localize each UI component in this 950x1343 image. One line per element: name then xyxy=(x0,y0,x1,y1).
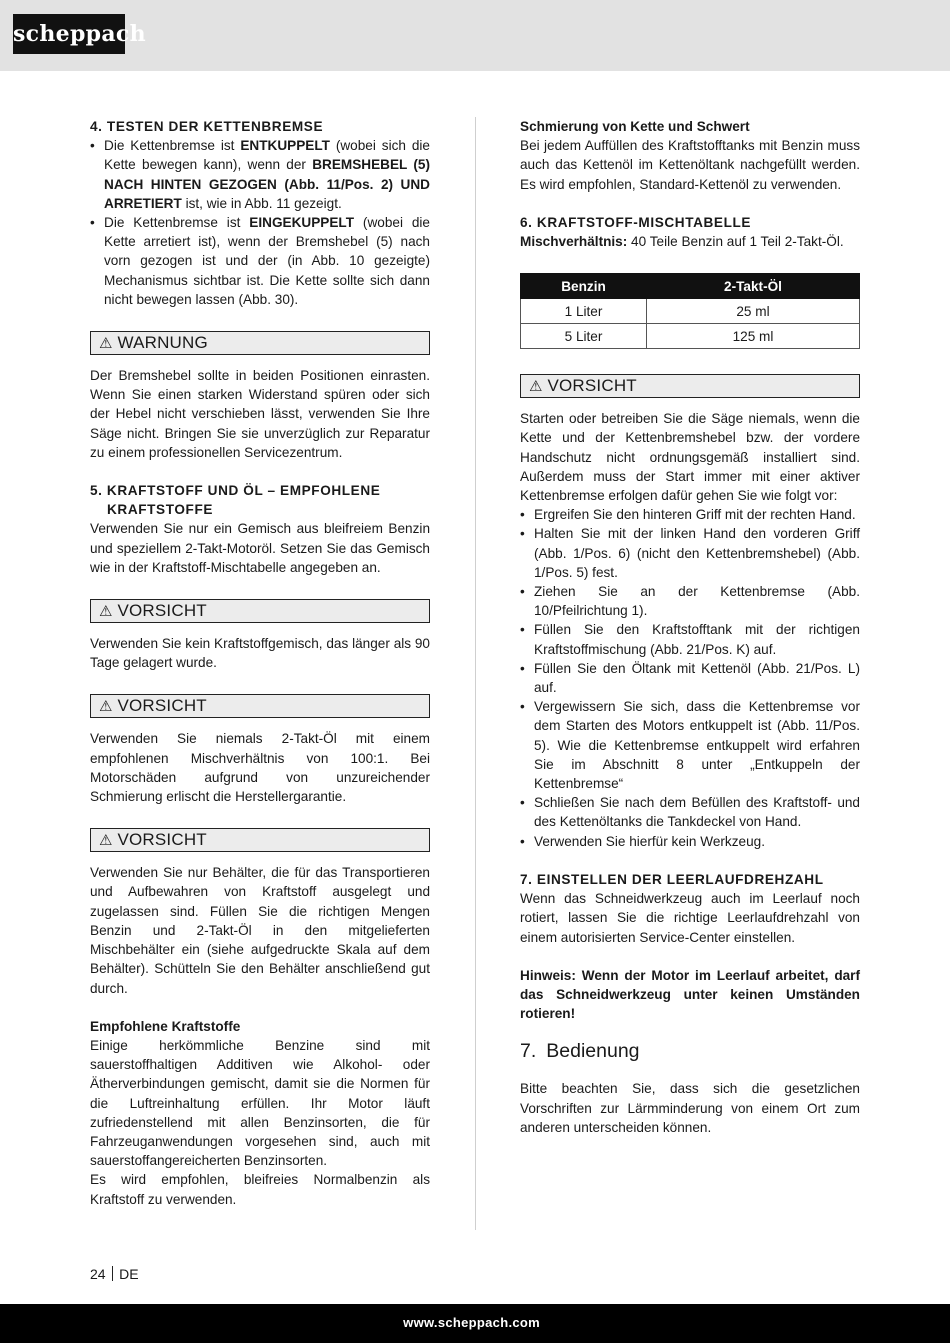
warning-icon: ⚠ xyxy=(99,698,113,716)
list-item: • Die Kettenbremse ist EINGEKUPPELT (wobei die Kette arretiert ist), wenn der Bremshebel (5) nach vorn gezogen ist und der (in Abb. 10 gezeigte) Mechanismus sichtbar ist. Die Kette sollte sich dann nicht bewegen lassen (Abb. 30). xyxy=(90,213,430,309)
table-header: 2-Takt-Öl xyxy=(647,274,860,299)
caution-label: VORSICHT xyxy=(117,696,207,716)
table-cell: 5 Liter xyxy=(521,324,647,349)
list-item: • Schließen Sie nach dem Befüllen des Kraftstoff- und des Kettenöltanks die Tankdeckel von Hand. xyxy=(520,793,860,831)
caution-label: VORSICHT xyxy=(117,601,207,621)
table-cell: 25 ml xyxy=(647,299,860,324)
column-divider xyxy=(475,117,476,1230)
note-text: Hinweis: Wenn der Motor im Leerlauf arbeitet, darf das Schneidwerkzeug unter keinen Umständen rotieren! xyxy=(520,967,860,1022)
table-header: Benzin xyxy=(521,274,647,299)
lubrication-text: Bei jedem Auffüllen des Kraftstofftanks mit Benzin muss auch das Kettenöl im Kettenöltank nachgefüllt werden. Es wird empfohlen, Standard-Kettenöl zu verwenden. xyxy=(520,138,860,192)
list-item: • Verwenden Sie hierfür kein Werkzeug. xyxy=(520,832,860,851)
list-item: • Vergewissern Sie sich, dass die Kettenbremse vor dem Starten des Motors entkuppelt ist (Abb. 11/Pos. 5). Wie die Kettenbremse entkuppelt wird erfahren Sie im Abschnitt 8 unter „Entkuppeln der Kettenbremse“ xyxy=(520,697,860,793)
right-column xyxy=(520,117,860,1137)
left-column xyxy=(90,117,430,1209)
warning-icon: ⚠ xyxy=(529,378,543,396)
chapter-heading: 7. Bedienung xyxy=(520,1040,640,1063)
warning-icon: ⚠ xyxy=(99,603,113,621)
section-7-title: 7. EINSTELLEN DER LEERLAUFDREHZAHL xyxy=(520,871,824,887)
section-4-list xyxy=(90,136,430,309)
list-item: • Die Kettenbremse ist ENTKUPPELT (wobei sich die Kette bewegen kann), wenn der BREMSHEBEL (5) NACH HINTEN GEZOGEN (Abb. 11/Pos. 2) UND ARRETIERT ist, wie in Abb. 11 gezeigt. xyxy=(90,136,430,213)
header-band xyxy=(0,0,950,71)
caution-box xyxy=(90,599,430,623)
caution-box xyxy=(90,694,430,718)
mix-ratio-text: Mischverhältnis: 40 Teile Benzin auf 1 Teil 2-Takt-Öl. xyxy=(520,234,844,250)
chapter-text: Bitte beachten Sie, dass sich die gesetzlichen Vorschriften zur Lärmminderung von einem Ort zum anderen unterscheiden können. xyxy=(520,1081,860,1135)
list-item: • Ergreifen Sie den hinteren Griff mit der rechten Hand. xyxy=(520,505,860,524)
warning-box xyxy=(90,331,430,355)
list-item: • Füllen Sie den Kraftstofftank mit der richtigen Kraftstoffmischung (Abb. 21/Pos. K) auf. xyxy=(520,620,860,658)
warning-icon: ⚠ xyxy=(99,335,113,353)
footer-band xyxy=(0,1304,950,1343)
fuel-mix-table xyxy=(520,273,860,349)
fuel-text: Es wird empfohlen, bleifreies Normalbenzin als Kraftstoff zu verwenden. xyxy=(90,1172,430,1207)
caution-box xyxy=(520,374,860,398)
section-5-text: Verwenden Sie nur ein Gemisch aus bleifreiem Benzin und speziellem 2-Takt-Motoröl. Setzen Sie das Gemisch wie in der Kraftstoff-Mischtabelle angegeben an. xyxy=(90,521,430,575)
lubrication-subtitle: Schmierung von Kette und Schwert xyxy=(520,119,750,134)
table-row xyxy=(521,299,860,324)
fuel-subtitle: Empfohlene Kraftstoffe xyxy=(90,1018,241,1034)
table-row xyxy=(521,324,860,349)
warning-label: WARNUNG xyxy=(117,333,208,353)
list-item: • Halten Sie mit der linken Hand den vorderen Griff (Abb. 1/Pos. 6) (nicht den Kettenbremshebel) (Abb. 1/Pos. 5) fest. xyxy=(520,524,860,582)
caution-text: Verwenden Sie niemals 2-Takt-Öl mit einem empfohlenen Mischverhältnis von 100:1. Bei Motorschäden aufgrund von unzureichender Schmierung erlischt die Herstellergarantie. xyxy=(90,731,430,805)
list-item: • Füllen Sie den Öltank mit Kettenöl (Abb. 21/Pos. L) auf. xyxy=(520,659,860,697)
caution-text: Verwenden Sie nur Behälter, die für das Transportieren und Aufbewahren von Kraftstoff ausgelegt und zugelassen sind. Füllen Sie die richtigen Mengen Benzin und 2-Takt-Öl in den mitgelieferten Mischbehälter ein (siehe aufgedruckte Skala auf dem Behälter). Schütteln Sie den Behälter anschließend gut durch. xyxy=(90,865,430,996)
caution-text: Starten oder betreiben Sie die Säge niemals, wenn die Kette und der Kettenbremshebel bzw. der vordere Handschutz nicht ordnungsgemäß installiert sind. Außerdem muss der Start immer mit einer aktiver Kettenbremse erfolgen dafür gehen Sie wie folgt vor: xyxy=(520,411,860,504)
list-item: • Ziehen Sie an der Kettenbremse (Abb. 10/Pfeilrichtung 1). xyxy=(520,582,860,620)
fuel-text: Einige herkömmliche Benzine sind mit sauerstoffhaltigen Additiven wie Alkohol- oder Ätherverbindungen gemischt, damit sie die Normen für die Luftreinhaltung erfüllen. Ihr Motor läuft zufriedenstellend mit allen Benzinsorten, die für Fahrzeuganwendungen vorgesehen sind, auch mit sauerstoffangereicherten Benzinsorten. xyxy=(90,1037,430,1169)
page-number: 24 DE xyxy=(90,1266,139,1282)
section-4-title: 4. TESTEN DER KETTENBREMSE xyxy=(90,119,324,134)
warning-icon: ⚠ xyxy=(99,832,113,850)
caution-label: VORSICHT xyxy=(117,830,207,850)
caution-box xyxy=(90,828,430,852)
section-7-text: Wenn das Schneidwerkzeug auch im Leerlauf noch rotiert, lassen Sie die richtige Leerlaufdrehzahl von einem autorisierten Service-Center einstellen. xyxy=(520,891,860,945)
warning-text: Der Bremshebel sollte in beiden Positionen einrasten. Wenn Sie einen starken Widerstand spüren oder sich der Hebel nicht verschieben lässt, verwenden Sie Ihre Säge nicht. Bringen Sie sie unverzüglich zur Reparatur zu einem professionellen Servicezentrum. xyxy=(90,368,430,460)
section-6-title: 6. KRAFTSTOFF-MISCHTABELLE xyxy=(520,214,752,230)
caution-text: Verwenden Sie kein Kraftstoffgemisch, das länger als 90 Tage gelagert wurde. xyxy=(90,636,430,671)
table-cell: 1 Liter xyxy=(521,299,647,324)
caution-label: VORSICHT xyxy=(547,376,637,396)
website-url: www.scheppach.com xyxy=(403,1315,540,1330)
section-5-title: 5. KRAFTSTOFF UND ÖL – EMPFOHLENE KRAFTSTOFFE xyxy=(90,483,381,518)
table-cell: 125 ml xyxy=(647,324,860,349)
start-steps-list xyxy=(520,505,860,851)
brand-logo: scheppach xyxy=(13,14,125,54)
